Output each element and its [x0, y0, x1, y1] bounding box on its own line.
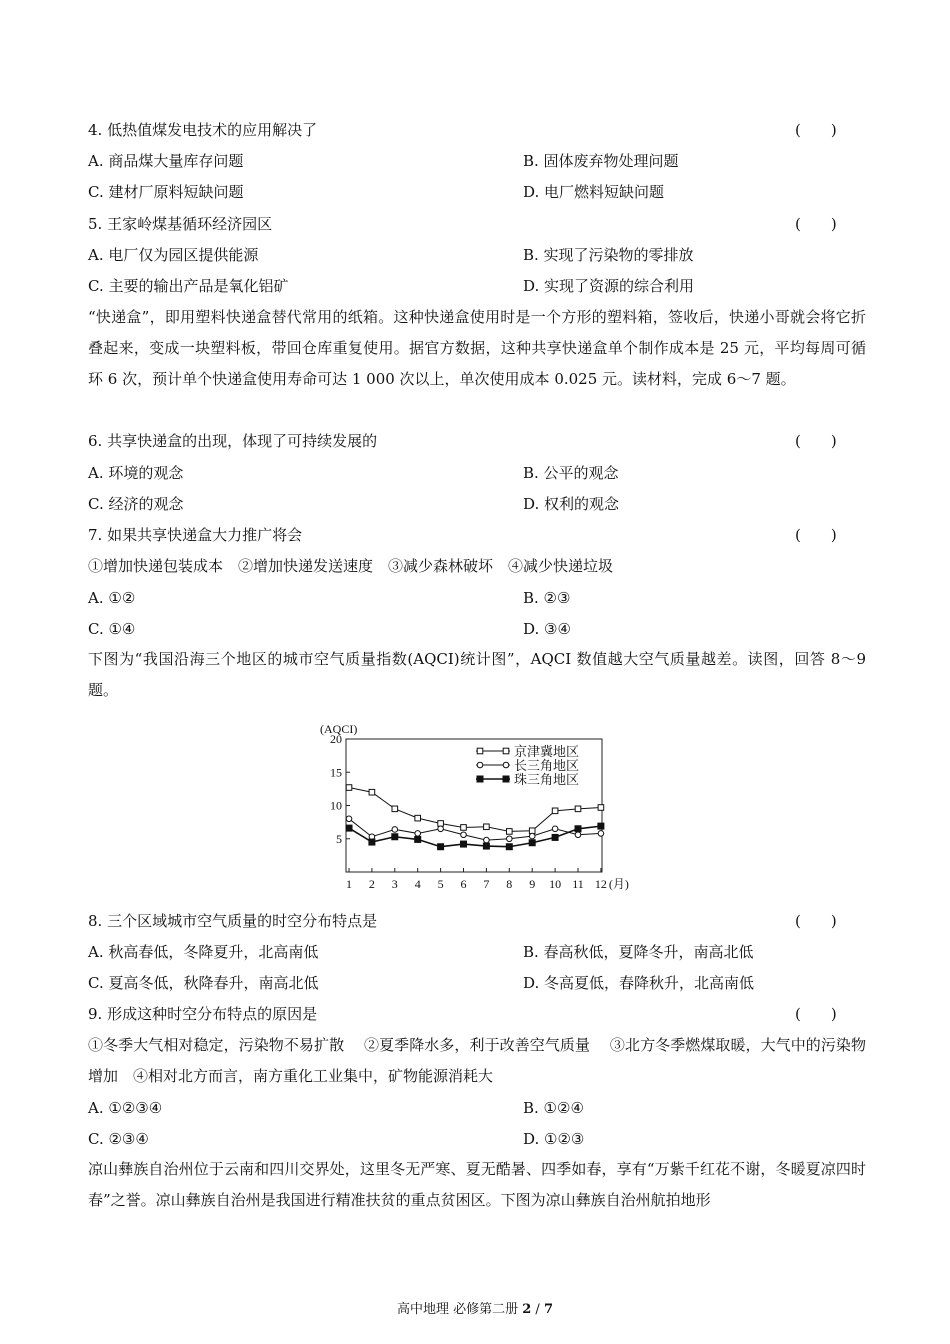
x-axis-label: (月) — [608, 877, 629, 891]
series-3-point — [346, 825, 352, 831]
series-2-point — [598, 831, 604, 837]
series-1-point — [575, 806, 581, 812]
q8-option-b: B. 春高秋低，夏降冬升，南高北低 — [523, 943, 754, 961]
series-3-point — [483, 843, 489, 849]
series-line-1 — [349, 788, 601, 832]
series-2-point — [346, 816, 352, 822]
series-2-point — [507, 836, 513, 842]
legend-marker-2 — [477, 762, 483, 768]
q9-option-a: A. ①②③④ — [88, 1099, 163, 1117]
q5-option-b: B. 实现了污染物的零排放 — [523, 246, 694, 264]
series-3-point — [369, 839, 375, 845]
q9-option-b: B. ①②④ — [523, 1099, 584, 1117]
x-tick-label: 1 — [346, 877, 352, 891]
x-tick-label: 8 — [506, 877, 513, 891]
footer-course: 高中地理 必修第二册 — [396, 1302, 523, 1317]
series-1-point — [484, 824, 490, 830]
q7-option-b: B. ②③ — [523, 589, 571, 607]
series-3-point — [529, 840, 535, 846]
series-1-point — [392, 806, 398, 812]
x-tick-label: 4 — [414, 877, 421, 891]
q4-stem: 4. 低热值煤发电技术的应用解决了 — [88, 121, 318, 139]
series-3-point — [461, 841, 467, 847]
q5-option-d: D. 实现了资源的综合利用 — [523, 277, 695, 295]
x-tick-label: 11 — [572, 877, 584, 891]
passage-express-box: “快递盒”，即用塑料快递盒替代常用的纸箱。这种快递盒使用时是一个方形的塑料箱，签收后，快递小哥就会将它折叠起来，变成一块塑料板，带回仓库重复使用。据官方数据，这种共享快递盒单个制作成本是 25 元，平均每周可循环 6 次，预计单个快递盒使用寿命可达 1 000 次以上，单次使用成本 0.025 元。读材料，完成 6～7 题。 — [88, 308, 866, 388]
q8-stem: 8. 三个区域城市空气质量的时空分布特点是 — [88, 912, 378, 930]
footer-page-number: 2 — [522, 1302, 532, 1317]
series-1-point — [369, 789, 375, 795]
q7-answer-bracket: ( ) — [795, 526, 837, 544]
x-tick-label: 3 — [391, 877, 398, 891]
q5-stem: 5. 王家岭煤基循环经济园区 — [88, 215, 273, 233]
x-tick-label: 2 — [368, 877, 375, 891]
q6-stem: 6. 共享快递盒的出现，体现了可持续发展的 — [88, 432, 378, 450]
q4-option-a: A. 商品煤大量库存问题 — [88, 152, 244, 170]
legend-label-3: 珠三角地区 — [514, 772, 580, 787]
q5-option-a: A. 电厂仅为园区提供能源 — [88, 246, 259, 264]
q7-stem: 7. 如果共享快递盒大力推广将会 — [88, 526, 303, 544]
q6-option-c: C. 经济的观念 — [88, 495, 184, 513]
series-1-point — [346, 785, 352, 791]
y-tick-label: 10 — [330, 798, 342, 813]
footer-separator: / — [531, 1302, 544, 1317]
series-1-point — [507, 829, 513, 835]
series-3-point — [552, 834, 558, 840]
series-1-point — [552, 808, 558, 814]
legend-marker-2 — [503, 762, 509, 768]
x-tick-label: 6 — [460, 877, 467, 891]
q6-option-b: B. 公平的观念 — [523, 464, 619, 482]
q7-option-a: A. ①② — [88, 589, 136, 607]
q9-option-d: D. ①②③ — [523, 1130, 585, 1148]
q8-option-a: A. 秋高春低，冬降夏升，北高南低 — [88, 943, 319, 961]
legend-marker-1 — [477, 748, 483, 754]
page-footer — [0, 1301, 950, 1319]
q4-option-b: B. 固体废弃物处理问题 — [523, 152, 679, 170]
series-2-point — [484, 837, 490, 843]
series-2-point — [529, 833, 535, 839]
y-tick-label: 15 — [330, 765, 342, 780]
q4-answer-bracket: ( ) — [795, 121, 837, 139]
series-3-point — [438, 844, 444, 850]
series-2-point — [575, 832, 581, 838]
series-3-point — [392, 834, 398, 840]
q8-option-c: C. 夏高冬低，秋降春升，南高北低 — [88, 974, 319, 992]
x-tick-label: 9 — [529, 877, 536, 891]
q9-answer-bracket: ( ) — [795, 1005, 837, 1023]
y-axis-label: (AQCI) — [320, 722, 358, 736]
footer-total-pages: 7 — [543, 1302, 553, 1317]
y-tick-label: 5 — [336, 831, 342, 846]
series-2-point — [461, 832, 467, 838]
legend-marker-3 — [503, 776, 509, 782]
x-tick-label: 7 — [483, 877, 490, 891]
series-3-point — [506, 844, 512, 850]
q8-option-d: D. 冬高夏低，春降秋升，北高南低 — [523, 974, 755, 992]
series-2-point — [392, 827, 398, 833]
x-tick-label: 10 — [549, 877, 562, 891]
legend-label-1: 京津冀地区 — [514, 744, 580, 759]
q4-option-c: C. 建材厂原料短缺问题 — [88, 183, 244, 201]
series-line-3 — [349, 826, 601, 847]
series-3-point — [575, 826, 581, 832]
q6-answer-bracket: ( ) — [795, 432, 837, 450]
legend-marker-3 — [477, 776, 483, 782]
series-2-point — [552, 826, 558, 832]
aqci-line-chart — [316, 716, 636, 896]
legend-marker-1 — [503, 748, 509, 754]
q9-option-c: C. ②③④ — [88, 1130, 149, 1148]
q5-option-c: C. 主要的输出产品是氧化铝矿 — [88, 277, 289, 295]
passage-liangshan: 凉山彝族自治州位于云南和四川交界处，这里冬无严寒、夏无酷暑、四季如春，享有“万紫千红花不谢，冬暖夏凉四时春”之誉。凉山彝族自治州是我国进行精准扶贫的重点贫困区。下图为凉山彝族自治州航拍地形 — [88, 1160, 866, 1209]
x-tick-label: 5 — [437, 877, 444, 891]
series-3-point — [598, 823, 604, 829]
series-3-point — [415, 836, 421, 842]
q7-option-c: C. ①④ — [88, 620, 136, 638]
q9-statements: ①冬季大气相对稳定，污染物不易扩散 ②夏季降水多，利于改善空气质量 ③北方冬季燃煤取暖，大气中的污染物增加 ④相对北方而言，南方重化工业集中，矿物能源消耗大 — [88, 1036, 866, 1085]
series-1-point — [438, 821, 444, 827]
series-1-point — [415, 815, 421, 821]
q6-option-d: D. 权利的观念 — [523, 495, 620, 513]
q5-answer-bracket: ( ) — [795, 215, 837, 233]
series-1-point — [461, 825, 467, 831]
q7-statements: ①增加快递包装成本 ②增加快递发送速度 ③减少森林破坏 ④减少快递垃圾 — [88, 557, 614, 575]
y-tick-label: 20 — [330, 732, 342, 746]
x-tick-label: 12 — [594, 877, 607, 891]
q9-stem: 9. 形成这种时空分布特点的原因是 — [88, 1005, 318, 1023]
q4-option-d: D. 电厂燃料短缺问题 — [523, 183, 665, 201]
series-2-point — [438, 826, 444, 832]
passage-aqci-intro: 下图为“我国沿海三个地区的城市空气质量指数(AQCI)统计图”，AQCI 数值越大空气质量越差。读图，回答 8～9 题。 — [88, 650, 866, 699]
series-2-point — [415, 831, 421, 837]
legend-label-2: 长三角地区 — [514, 758, 580, 773]
series-1-point — [529, 828, 535, 834]
series-line-2 — [349, 819, 601, 840]
q6-option-a: A. 环境的观念 — [88, 464, 184, 482]
q7-option-d: D. ③④ — [523, 620, 571, 638]
q8-answer-bracket: ( ) — [795, 912, 837, 930]
series-1-point — [598, 805, 604, 811]
